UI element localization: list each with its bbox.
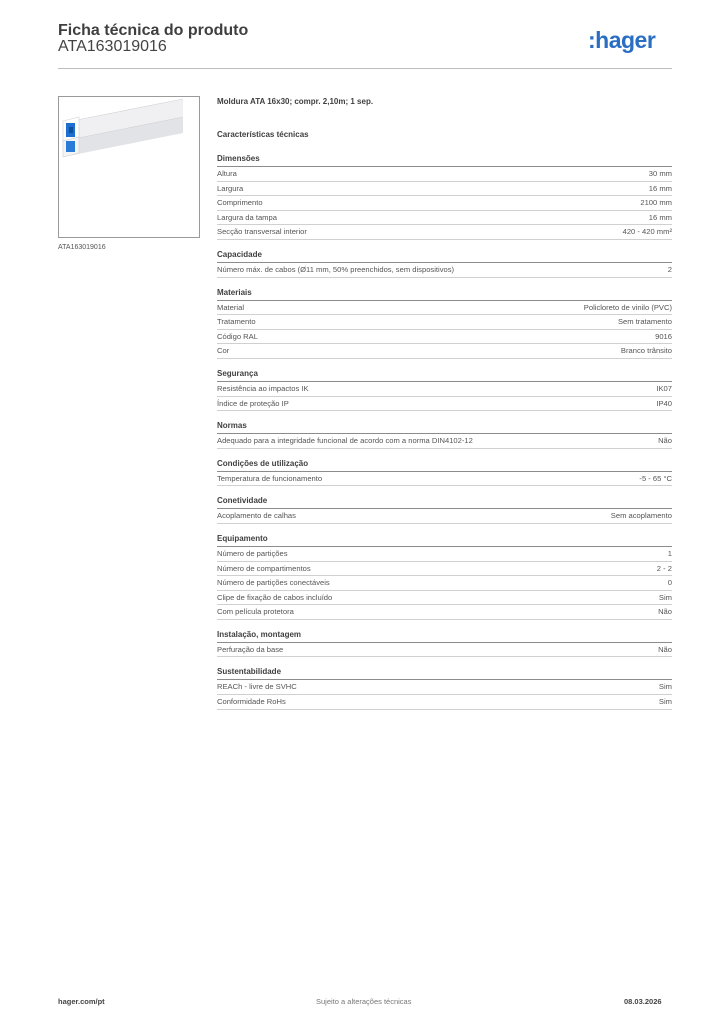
spec-value: 9016 [655,331,672,341]
spec-label: Conformidade RoHs [217,697,286,707]
spec-label: Comprimento [217,198,263,208]
spec-label: Largura [217,183,244,193]
spec-sections [217,153,672,710]
footer-notice: Sujeito a alterações técnicas [316,997,412,1006]
spec-row [217,591,672,606]
spec-value: 0 [667,578,672,588]
spec-value: Policloreto de vinilo (PVC) [583,302,672,312]
spec-section [217,420,672,449]
spec-row [217,330,672,345]
spec-value: Não [658,644,672,654]
section-title: Segurança [217,368,672,382]
section-title: Equipamento [217,533,672,547]
spec-section [217,458,672,487]
product-reference: ATA163019016 [58,38,167,55]
spec-section [217,666,672,709]
spec-value: Não [658,607,672,617]
spec-row [217,434,672,449]
spec-row [217,196,672,211]
spec-row [217,562,672,577]
spec-row [217,167,672,182]
spec-label: Adequado para a integridade funcional de acordo com a norma DIN4102-12 [217,436,473,446]
spec-value: Sem tratamento [617,317,672,327]
section-title: Materiais [217,287,672,301]
spec-value: Não [658,436,672,446]
image-caption: ATA163019016 [58,244,106,251]
spec-section [217,287,672,359]
spec-value: Sim [658,697,672,707]
spec-row [217,605,672,620]
spec-label: Tratamento [217,317,256,327]
spec-section [217,495,672,524]
product-description: Moldura ATA 16x30; compr. 2,10m; 1 sep. [217,97,374,106]
spec-value: IP40 [656,398,672,408]
spec-row [217,576,672,591]
spec-label: REACh - livre de SVHC [217,682,297,692]
spec-section [217,153,672,240]
logo-wordmark: :hager [588,28,656,53]
spec-label: Temperatura de funcionamento [217,473,323,483]
spec-value: Sim [658,592,672,602]
spec-row [217,315,672,330]
product-image [58,96,200,238]
spec-section [217,533,672,620]
section-title: Capacidade [217,249,672,263]
spec-row [217,225,672,240]
spec-value: IK07 [656,383,672,393]
section-title: Conetividade [217,495,672,509]
spec-row [217,643,672,658]
spec-row [217,695,672,710]
spec-value: 16 mm [648,183,672,193]
spec-row [217,509,672,524]
page-title: Ficha técnica do produto [58,22,249,39]
spec-label: Número de compartimentos [217,563,311,573]
spec-label: Número de partições [217,548,288,558]
spec-section [217,249,672,278]
spec-label: Perfuração da base [217,644,284,654]
section-title: Sustentabilidade [217,666,672,680]
spec-label: Código RAL [217,331,258,341]
specs-content [217,97,672,719]
footer-date: 08.03.2026 [624,997,662,1006]
spec-row [217,547,672,562]
spec-label: Número de partições conectáveis [217,578,330,588]
spec-row [217,472,672,487]
hager-logo[interactable] [588,28,678,58]
spec-label: Resistência ao impactos IK [217,383,309,393]
spec-value: 16 mm [648,212,672,222]
section-title: Dimensões [217,153,672,167]
spec-row [217,382,672,397]
spec-row [217,397,672,412]
spec-label: Clipe de fixação de cabos incluído [217,592,333,602]
spec-row [217,301,672,316]
spec-section [217,368,672,411]
spec-label: Com película protetora [217,607,294,617]
spec-row [217,182,672,197]
spec-label: Índice de proteção IP [217,398,289,408]
spec-label: Número máx. de cabos (Ø11 mm, 50% preenchidos, sem dispositivos) [217,264,455,274]
spec-value: 30 mm [648,169,672,178]
spec-value: 2 - 2 [656,563,672,573]
section-title: Instalação, montagem [217,629,672,643]
footer-website[interactable]: hager.com/pt [58,997,105,1006]
spec-label: Altura [217,169,237,178]
spec-value: Sem acoplamento [610,511,672,521]
spec-row [217,344,672,359]
spec-value: Sim [658,682,672,692]
spec-label: Acoplamento de calhas [217,511,296,521]
spec-value: 2 [667,264,672,274]
spec-section [217,629,672,658]
header-divider [58,68,672,69]
spec-label: Largura da tampa [217,212,277,222]
spec-label: Secção transversal interior [217,227,307,237]
spec-row [217,680,672,695]
spec-value: -5 - 65 °C [639,473,672,483]
spec-value: 2100 mm [640,198,672,208]
spec-value: 420 - 420 mm² [622,227,672,237]
technical-characteristics-title: Características técnicas [217,130,309,139]
spec-value: 1 [667,548,672,558]
spec-value: Branco trânsito [620,346,672,356]
spec-label: Cor [217,346,230,356]
spec-row [217,263,672,278]
spec-row [217,211,672,226]
section-title: Normas [217,420,672,434]
spec-label: Material [217,302,245,312]
section-title: Condições de utilização [217,458,672,472]
